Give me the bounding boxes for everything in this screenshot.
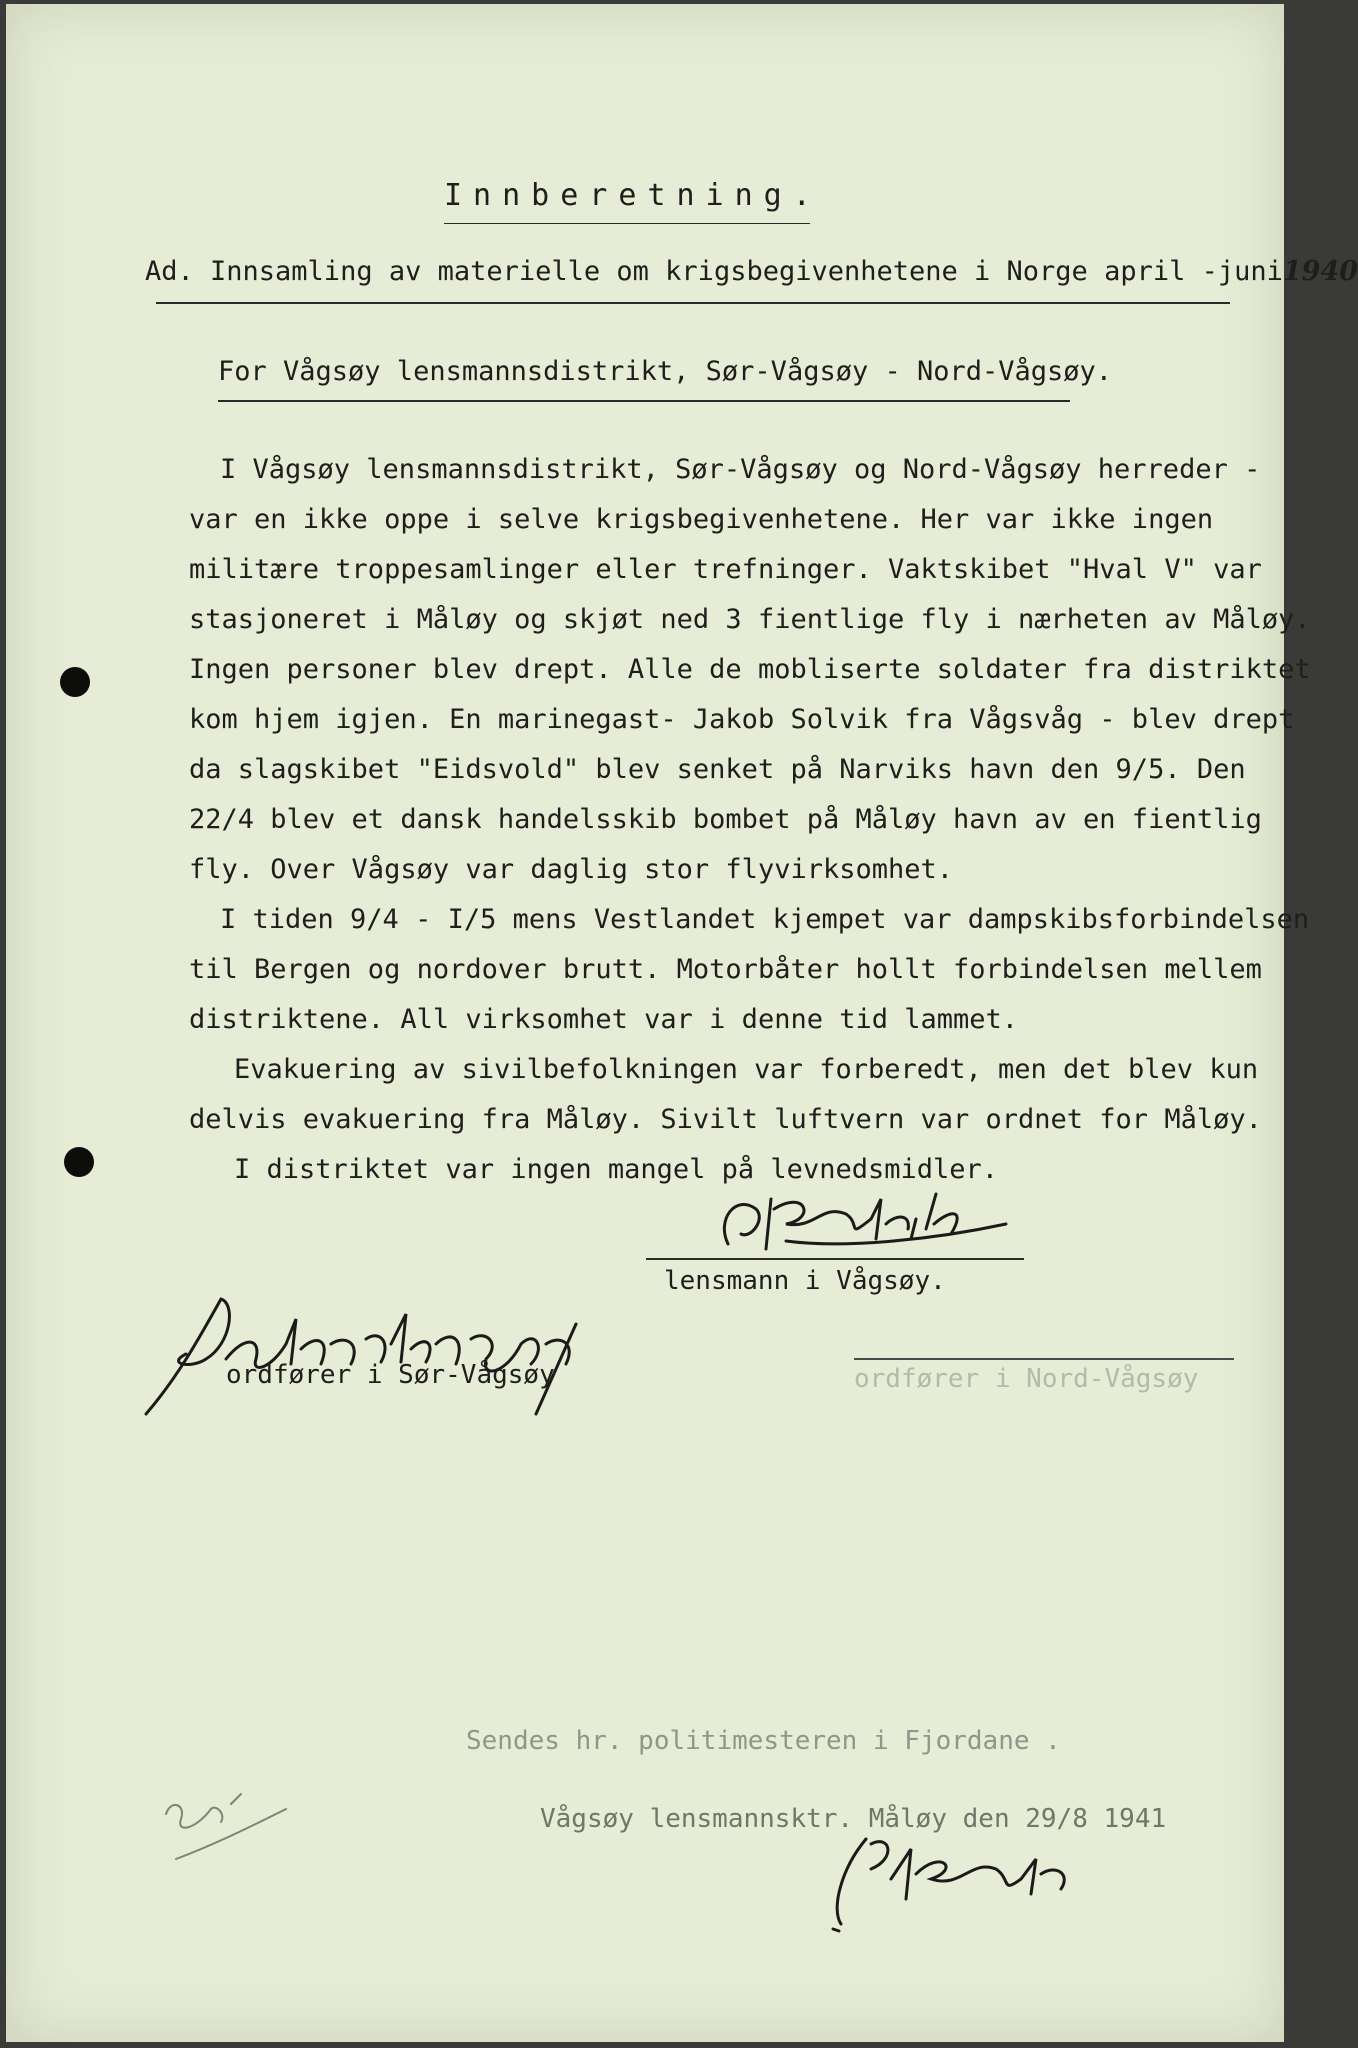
- nord-signature-line: [854, 1358, 1234, 1360]
- document-title: Innberetning.: [444, 178, 822, 213]
- body-line: I tiden 9/4 - I/5 mens Vestlandet kjempet var dampskibsforbindelsen: [220, 904, 1310, 935]
- body-line: var en ikke oppe i selve krigsbegivenhetene. Her var ikke ingen: [189, 504, 1214, 535]
- body-line: stasjoneret i Måløy og skjøt ned 3 fientlige fly i nærheten av Måløy.: [189, 604, 1311, 635]
- margin-scribble: [156, 1764, 296, 1874]
- forwarding-signature: [811, 1819, 1091, 1939]
- subject-rule: [156, 302, 1230, 304]
- body-line: til Bergen og nordover brutt. Motorbåter hollt forbindelsen mellem: [189, 954, 1262, 985]
- body-line: fly. Over Vågsøy var daglig stor flyvirksomhet.: [189, 854, 954, 885]
- body-line: Ingen personer blev drept. Alle de mobliserte soldater fra distriktet: [189, 654, 1311, 685]
- subject-year: 1940: [1282, 256, 1358, 287]
- lensmann-signature-line: [646, 1258, 1024, 1260]
- body-line: 22/4 blev et dansk handelsskib bombet på Måløy havn av en fientlig: [189, 804, 1262, 835]
- title-underline: [444, 223, 810, 224]
- subject-line: [145, 256, 1358, 287]
- forwarding-line-2: Vågsøy lensmannsktr. Måløy den 29/8 1941: [540, 1804, 1167, 1834]
- district-heading: For Vågsøy lensmannsdistrikt, Sør-Vågsøy - Nord-Vågsøy.: [218, 356, 1113, 387]
- district-underline: [218, 400, 1070, 402]
- body-line: distriktene. All virksomhet var i denne tid lammet.: [189, 1004, 1019, 1035]
- ordforer-caption: ordfører i Sør-Vågsøy: [226, 1360, 555, 1390]
- ordforer-signature: [136, 1284, 606, 1424]
- body-line: delvis evakuering fra Måløy. Sivilt luftvern var ordnet for Måløy.: [189, 1104, 1262, 1135]
- body-line: militære troppesamlinger eller trefninger. Vaktskibet "Hval V" var: [189, 554, 1262, 585]
- body-line: kom hjem igjen. En marinegast- Jakob Solvik fra Vågsvåg - blev drept: [189, 704, 1295, 735]
- body-line: I Vågsøy lensmannsdistrikt, Sør-Vågsøy og Nord-Vågsøy herreder -: [220, 454, 1261, 485]
- lensmann-signature: [696, 1179, 1026, 1259]
- nord-caption-faded: ordfører i Nord-Vågsøy: [854, 1364, 1199, 1394]
- document-page: [6, 4, 1358, 2042]
- lensmann-caption: lensmann i Vågsøy.: [664, 1266, 946, 1296]
- body-line: da slagskibet "Eidsvold" blev senket på Narviks havn den 9/5. Den: [189, 754, 1246, 785]
- body-line: I distriktet var ingen mangel på levnedsmidler.: [234, 1154, 999, 1185]
- body-line: Evakuering av sivilbefolkningen var forberedt, men det blev kun: [234, 1054, 1259, 1085]
- forwarding-line-1: Sendes hr. politimesteren i Fjordane .: [466, 1726, 1061, 1756]
- punch-hole-bottom: [64, 1147, 94, 1177]
- subject-text: Ad. Innsamling av materielle om krigsbegivenhetene i Norge april -juni: [145, 256, 1283, 287]
- punch-hole-top: [60, 667, 90, 697]
